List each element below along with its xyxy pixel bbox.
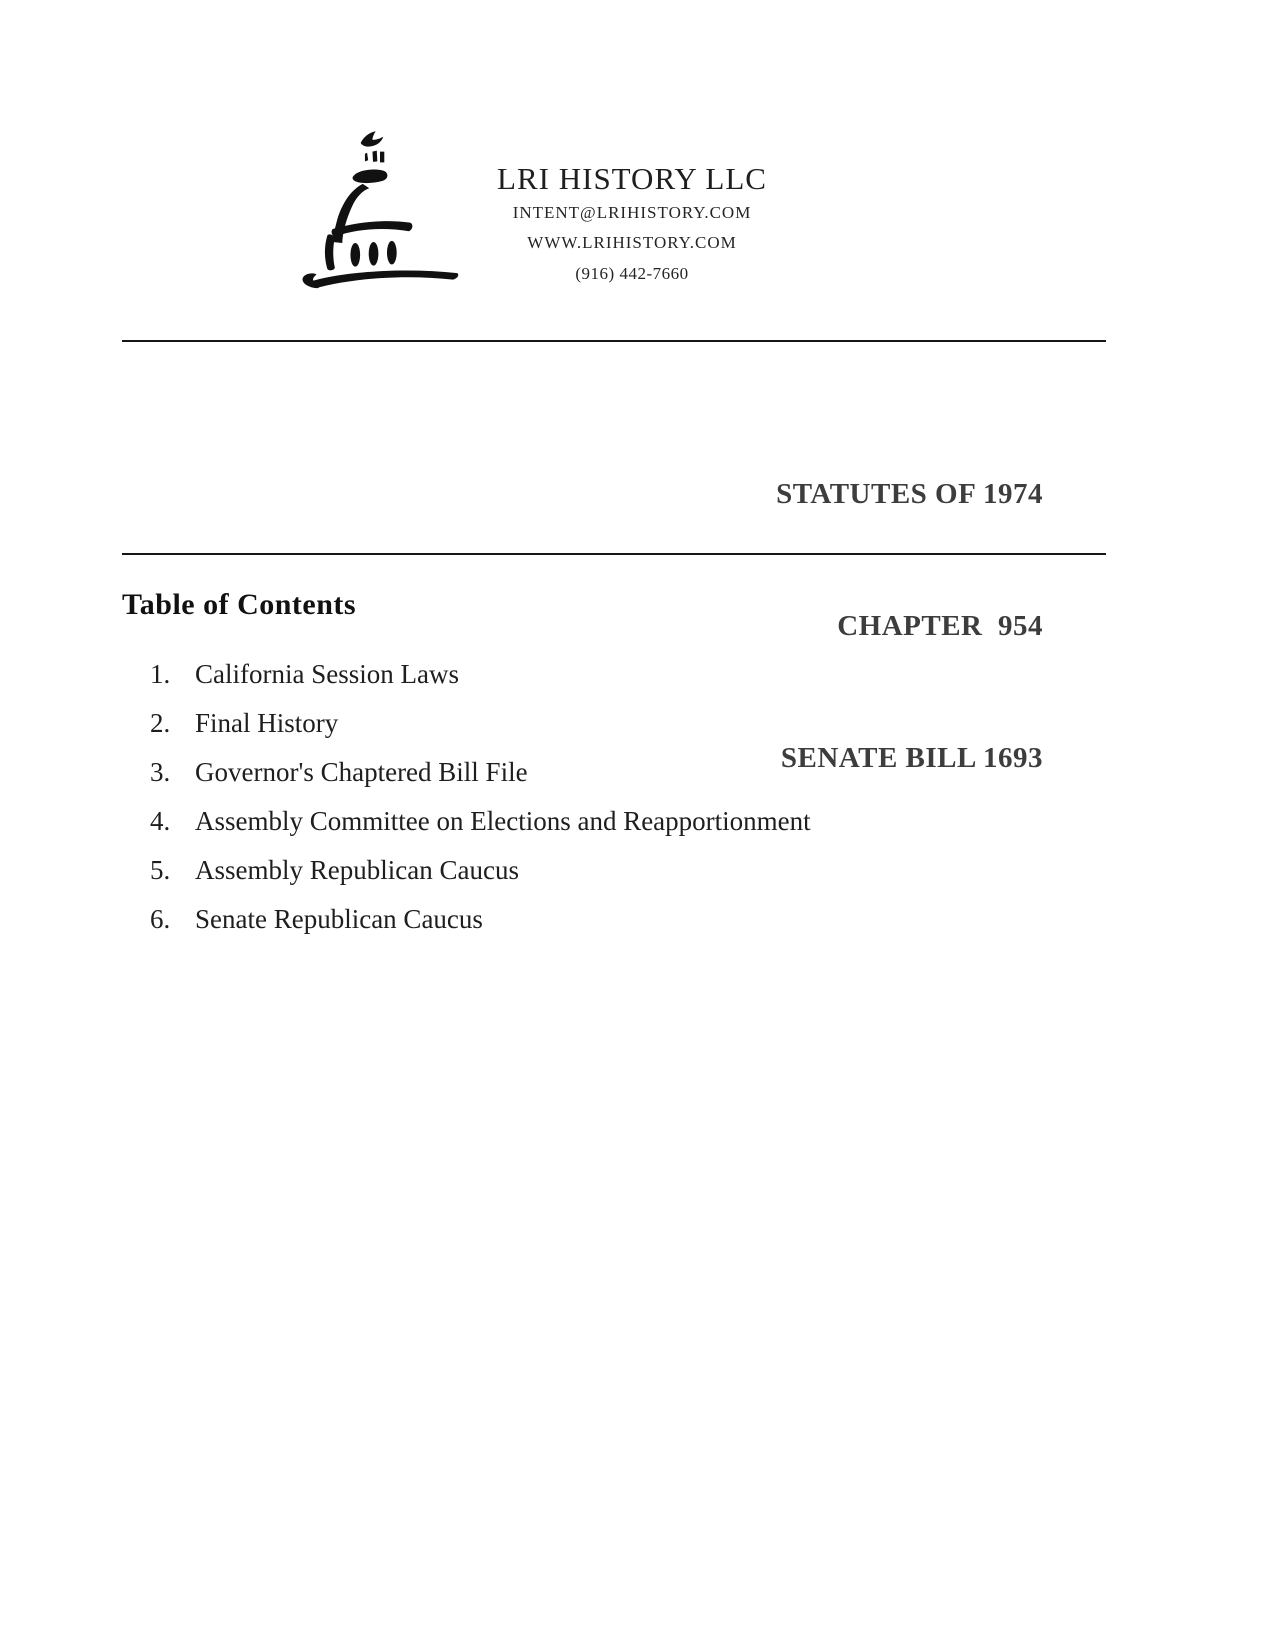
letterhead: [432, 160, 832, 289]
company-email: INTENT@LRIHISTORY.COM: [512, 203, 752, 222]
toc-item-number: 5.: [150, 855, 171, 885]
toc-item-label: Assembly Committee on Elections and Reapportionment: [195, 806, 811, 836]
divider-rule-bottom: [122, 553, 1106, 555]
toc-item-label: Senate Republican Caucus: [195, 904, 483, 934]
toc-item-label: Assembly Republican Caucus: [195, 855, 519, 885]
toc-item-label: California Session Laws: [195, 659, 459, 689]
statutes-line: STATUTES OF 1974: [776, 478, 1043, 510]
toc-item: [150, 797, 1050, 846]
toc-item: [150, 846, 1050, 895]
company-website: WWW.LRIHISTORY.COM: [527, 233, 737, 252]
toc-item: [150, 748, 1050, 797]
toc-heading: Table of Contents: [122, 588, 357, 621]
divider-rule-top: [122, 340, 1106, 342]
toc-item: [150, 650, 1050, 699]
toc-item-number: 1.: [150, 659, 171, 689]
toc-item: [150, 699, 1050, 748]
senate-bill-line: SENATE BILL 1693: [780, 742, 1043, 774]
toc-item-number: 3.: [150, 757, 171, 787]
toc-item-label: Governor's Chaptered Bill File: [195, 757, 528, 787]
toc-item-number: 6.: [150, 904, 171, 934]
toc-item-label: Final History: [195, 708, 339, 738]
toc-item-number: 2.: [150, 708, 171, 738]
company-phone: (916) 442-7660: [575, 264, 689, 283]
toc-list: [150, 650, 1050, 944]
toc-item-number: 4.: [150, 806, 171, 836]
toc-item: [150, 895, 1050, 944]
chapter-line: CHAPTER 954: [837, 610, 1043, 642]
company-name: LRI HISTORY LLC: [497, 161, 767, 196]
